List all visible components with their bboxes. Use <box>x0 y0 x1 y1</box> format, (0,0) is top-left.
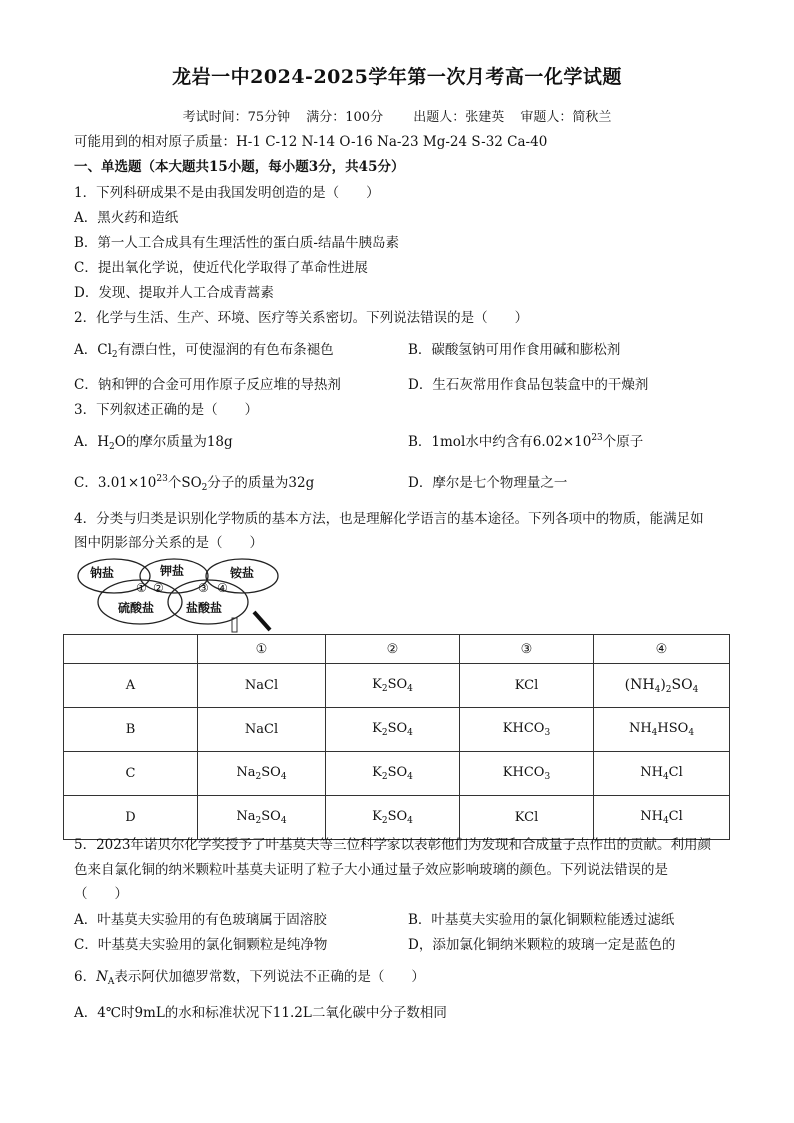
table-cell: $Na_2SO_4$ <box>198 796 326 840</box>
q3-stem: 3．下列叙述正确的是（ ） <box>74 402 259 418</box>
row-label: B <box>64 708 198 752</box>
q4-stem-line2: 图中阴影部分关系的是（ ） <box>74 535 263 551</box>
table-header-row <box>64 635 730 664</box>
q5-stem-line1: 5．2023年诺贝尔化学奖授予了叶基莫夫等三位科学家以表彰他们为发现和合成量子点作出的贡献。利用颜 <box>74 837 711 853</box>
table-cell: $Na_2SO_4$ <box>198 752 326 796</box>
table-cell: $K_2SO_4$ <box>326 664 460 708</box>
q2-stem: 2．化学与生活、生产、环境、医疗等关系密切。下列说法错误的是（ ） <box>74 310 529 326</box>
table-cell: $K_2SO_4$ <box>326 752 460 796</box>
full-score: 满分：100分 <box>306 110 384 125</box>
table-cell: $NH_4Cl$ <box>594 796 730 840</box>
table-cell: $(NH_4)_2SO_4$ <box>594 664 730 708</box>
q1-option-c: C．提出氧化学说，使近代化学取得了革命性进展 <box>74 260 368 276</box>
table-header-cell: ② <box>326 635 460 664</box>
exam-info-line <box>0 106 794 125</box>
q1-option-a: A．黑火药和造纸 <box>74 210 179 226</box>
table-cell: $KHCO_3$ <box>460 752 594 796</box>
region-4-mark: ④ <box>217 581 228 595</box>
q1-option-d: D．发现、提取并人工合成青蒿素 <box>74 285 274 301</box>
atomic-masses: 可能用到的相对原子质量：H-1 C-12 N-14 O-16 Na-23 Mg-24 S-32 Ca-40 <box>74 134 548 150</box>
q5-stem-line2: 色来自氯化铜的纳米颗粒叶基莫夫证明了粒子大小通过量子效应影响玻璃的颜色。下列说法错误的是 <box>74 862 668 878</box>
region-2-mark: ② <box>153 581 164 595</box>
q2-option-a: A．$Cl_2$有漂白性，可使湿润的有色布条褪色 <box>74 342 334 360</box>
exam-title: 龙岩一中2024-2025学年第一次月考高一化学试题 <box>172 66 622 88</box>
table-cell: $K_2SO_4$ <box>326 708 460 752</box>
q2-option-c: C．钠和钾的合金可用作原子反应堆的导热剂 <box>74 377 341 393</box>
q3-option-d: D．摩尔是七个物理量之一 <box>408 475 568 491</box>
potassium-salt-label: 钾盐 <box>160 564 185 578</box>
q4-answer-table <box>63 634 730 840</box>
q5-option-b: B．叶基莫夫实验用的氯化铜颗粒能透过滤纸 <box>408 912 675 928</box>
reviewer: 审题人：简秋兰 <box>520 110 612 125</box>
q5-stem-line3: （ ） <box>74 886 128 902</box>
q2-option-d: D．生石灰常用作食品包装盒中的干燥剂 <box>408 377 649 393</box>
q5-option-c: C．叶基莫夫实验用的氯化铜颗粒是纯净物 <box>74 937 328 953</box>
q1-stem: 1．下列科研成果不是由我国发明创造的是（ ） <box>74 185 380 201</box>
section-heading: 一、单选题（本大题共15小题，每小题3分，共45分） <box>74 159 405 175</box>
table-cell: $NH_4HSO_4$ <box>594 708 730 752</box>
q4-stem-line1: 4．分类与归类是识别化学物质的基本方法，也是理解化学语言的基本途径。下列各项中的物质，能满足如 <box>74 511 704 527</box>
q6-option-a: A．4℃时9mL的水和标准状况下11.2L二氧化碳中分子数相同 <box>74 1005 447 1021</box>
table-cell: $K_2SO_4$ <box>326 796 460 840</box>
q2-option-b: B．碳酸氢钠可用作食用碱和膨松剂 <box>408 342 621 358</box>
ammonium-salt-label: 铵盐 <box>230 566 255 580</box>
q5-option-a: A．叶基莫夫实验用的有色玻璃属于固溶胶 <box>74 912 327 928</box>
exam-time: 考试时间：75分钟 <box>182 110 291 125</box>
table-header-cell <box>64 635 198 664</box>
q3-option-c: C．$3.01\times 10^{23}$个$SO_2$分子的质量为32g <box>74 474 315 493</box>
venn-diagram-svg <box>72 556 282 638</box>
table-cell: KCl <box>460 664 594 708</box>
hydrochloride-label: 盐酸盐 <box>186 601 223 615</box>
table-cell: $KHCO_3$ <box>460 708 594 752</box>
table-header-cell: ③ <box>460 635 594 664</box>
q3-option-a: A．$H_2O$的摩尔质量为18g <box>74 434 233 452</box>
pen-icon <box>232 612 270 632</box>
region-3-mark: ③ <box>198 581 209 595</box>
q3-option-b: B．1mol水中约含有$6.02\times 10^{23}$个原子 <box>408 433 644 450</box>
q5-option-d: D，添加氯化铜纳米颗粒的玻璃一定是蓝色的 <box>408 937 676 953</box>
table-cell: $NH_4Cl$ <box>594 752 730 796</box>
sodium-salt-label: 钠盐 <box>90 566 115 580</box>
table-row <box>64 664 730 708</box>
table-row <box>64 708 730 752</box>
table-row <box>64 752 730 796</box>
row-label: A <box>64 664 198 708</box>
table-cell: NaCl <box>198 664 326 708</box>
table-cell: NaCl <box>198 708 326 752</box>
q1-option-b: B．第一人工合成具有生理活性的蛋白质-结晶牛胰岛素 <box>74 235 399 251</box>
sulfate-label: 硫酸盐 <box>118 601 155 615</box>
region-1-mark: ① <box>136 581 147 595</box>
q6-stem: 6．$N_A$表示阿伏加德罗常数，下列说法不正确的是（ ） <box>74 969 425 987</box>
venn-diagram <box>72 556 282 638</box>
row-label: C <box>64 752 198 796</box>
table-cell: KCl <box>460 796 594 840</box>
table-header-cell: ① <box>198 635 326 664</box>
question-setter: 出题人：张建英 <box>413 110 505 125</box>
table-header-cell: ④ <box>594 635 730 664</box>
row-label: D <box>64 796 198 840</box>
